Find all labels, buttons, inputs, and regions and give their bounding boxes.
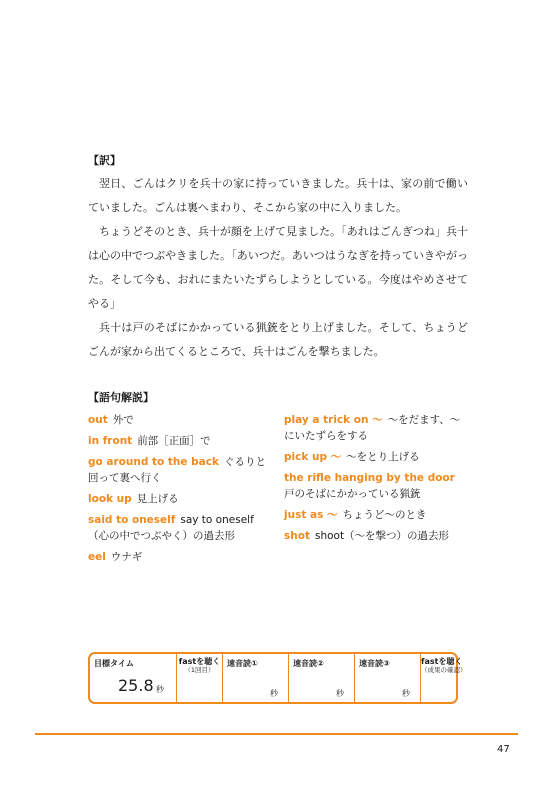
page-number: 47 — [497, 744, 510, 755]
glossary-meaning: 戸のそばにかかっている猟銃 — [284, 488, 421, 500]
glossary-meaning: 外で — [112, 414, 134, 426]
glossary-right-column — [284, 412, 464, 549]
glossary-entry — [88, 454, 273, 486]
glossary-term: play a trick on ～ — [284, 414, 383, 426]
glossary-term: just as ～ — [284, 509, 338, 521]
speed-reading-2-cell — [288, 654, 354, 702]
translation-paragraph: 翌日、ごんはクリを兵十の家に持っていきました。兵十は、家の前で働いていました。ごんは裏へまわり、そこから家の中に入りました。 — [88, 177, 468, 214]
target-time-value: 25.8 — [118, 676, 154, 695]
glossary-entry — [88, 412, 273, 428]
glossary-term: in front — [88, 435, 133, 447]
fast-listen-first-cell — [176, 654, 222, 702]
target-time-unit: 秒 — [156, 685, 164, 694]
glossary-entry — [284, 412, 464, 444]
translation-section — [88, 152, 468, 364]
translation-paragraph: 兵十は戸のそばにかかっている猟銃をとり上げました。そして、ちょうどごんが家から出てくるところで、兵十はごんを撃ちました。 — [88, 321, 468, 358]
glossary-meaning: ちょうど～のとき — [342, 509, 427, 521]
fast-listen-first-label — [177, 657, 222, 675]
speed-reading-3-unit: 秒 — [402, 689, 410, 698]
target-time-label: 目標タイム — [94, 659, 134, 668]
glossary-heading: 【語句解説】 — [88, 391, 154, 404]
glossary-entry — [88, 433, 273, 449]
speed-reading-1-cell — [222, 654, 288, 702]
fast-listen-final-title: fastを聴く — [421, 657, 463, 666]
speed-reading-1-unit: 秒 — [270, 689, 278, 698]
glossary-meaning: shoot（～を撃つ）の過去形 — [314, 530, 450, 542]
glossary-entry — [88, 512, 273, 544]
fast-listen-final-label — [421, 657, 467, 675]
glossary-meaning: ぐるりと回って裏へ行く — [88, 456, 266, 484]
fast-listen-first-title: fastを聴く — [178, 657, 221, 666]
glossary-term: eel — [88, 551, 106, 563]
speed-reading-3-cell — [354, 654, 420, 702]
glossary-entry — [88, 549, 273, 565]
speed-reading-1-label: 速音読① — [227, 659, 258, 668]
glossary-term: said to oneself — [88, 514, 176, 526]
glossary-entry — [284, 528, 464, 544]
speed-reading-3-number: ③ — [383, 659, 390, 668]
speed-reading-2-label: 速音読② — [293, 659, 324, 668]
translation-heading: 【訳】 — [88, 154, 121, 167]
glossary-meaning: ～をだます、～にいたずらをする — [284, 414, 461, 442]
speed-reading-2-unit: 秒 — [336, 689, 344, 698]
speed-reading-2-number: ② — [317, 659, 324, 668]
glossary-term: out — [88, 414, 108, 426]
footer-rule — [35, 733, 518, 735]
glossary-meaning: 前部［正面］で — [137, 435, 211, 447]
fast-listen-final-sub: （成果の確認） — [421, 666, 467, 674]
glossary-term: go around to the back — [88, 456, 219, 468]
speed-reading-3-label: 速音読③ — [359, 659, 390, 668]
glossary-meaning: ウナギ — [110, 551, 143, 563]
speed-reading-1-number: ① — [251, 659, 258, 668]
glossary-meaning: ～をとり上げる — [346, 451, 420, 463]
glossary-entry — [284, 449, 464, 465]
glossary-term: shot — [284, 530, 310, 542]
glossary-term: pick up ～ — [284, 451, 342, 463]
glossary-entry — [284, 470, 464, 502]
fast-listen-final-cell — [420, 654, 467, 702]
glossary-left-column — [88, 412, 273, 570]
glossary-meaning: 見上げる — [136, 493, 179, 505]
target-time-cell — [90, 654, 176, 702]
fast-listen-first-sub: （1回目） — [184, 666, 215, 674]
glossary-term: the rifle hanging by the door — [284, 472, 455, 484]
translation-paragraph: ちょうどそのとき、兵十が顔を上げて見ました。「あれはごんぎつね」兵十は心の中でつぶやきました。「あいつだ。あいつはうなぎを持っていきやがった。そして今も、おれにまたいたずらしようとしている。今度はやめさせてやる」 — [88, 225, 468, 310]
glossary-entry — [284, 507, 464, 523]
reading-time-box — [88, 652, 467, 704]
glossary-entry — [88, 491, 273, 507]
glossary-term: look up — [88, 493, 132, 505]
glossary-meaning: say to oneself（心の中でつぶやく）の過去形 — [88, 514, 254, 542]
